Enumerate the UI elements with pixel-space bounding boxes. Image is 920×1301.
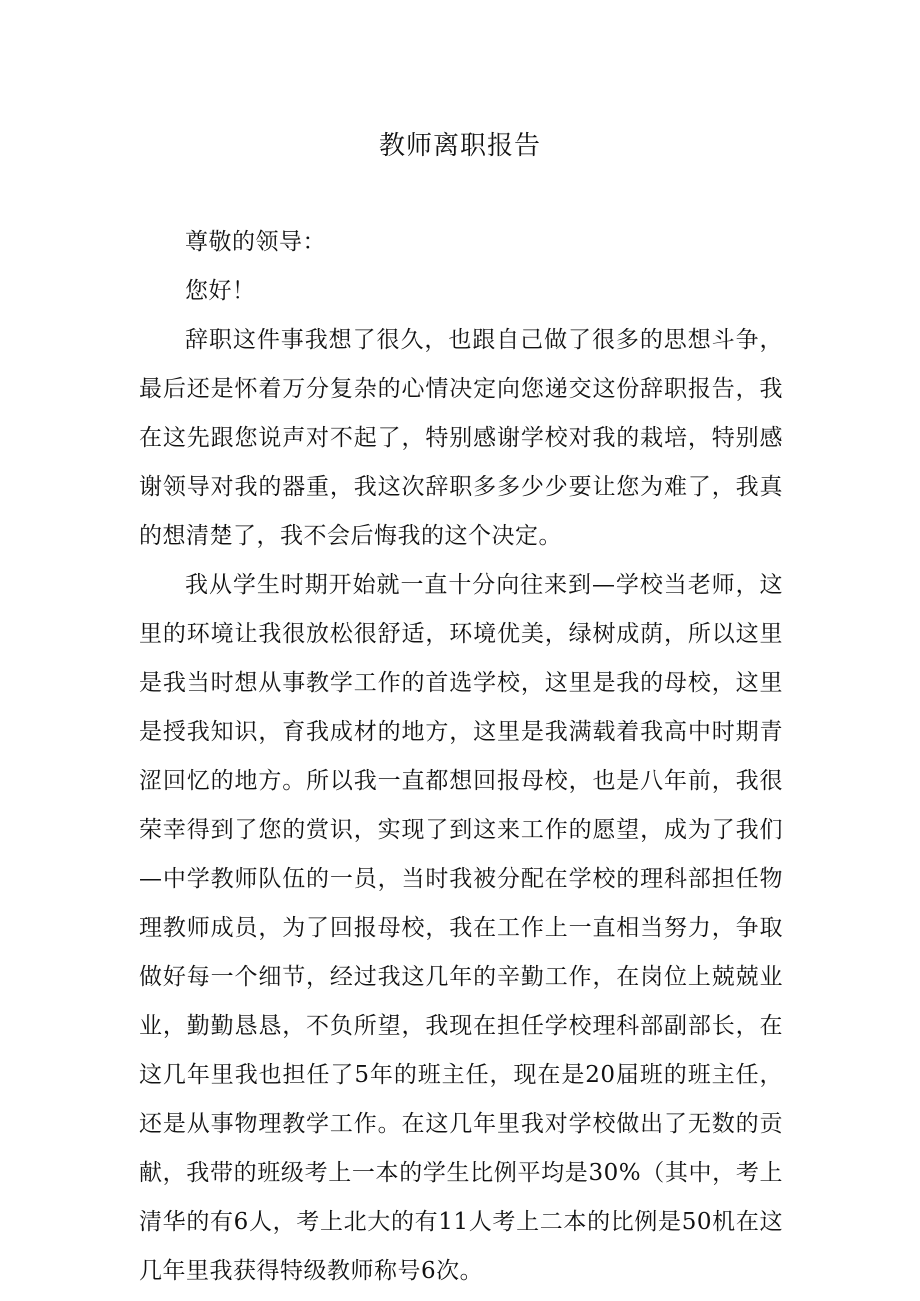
document-title: 教师离职报告 [378,131,541,161]
paragraph-resignation-decision: 辞职这件事我想了很久，也跟自己做了很多的思想斗争，最后还是怀着万分复杂的心情决定向您递交这份辞职报告，我在这先跟您说声对不起了，特别感谢学校对我的栽培，特别感谢领导对我的器重，我这次辞职多多少少要让您为难了，我真的想清楚了，我不会后悔我的这个决定。 [139,327,783,549]
document-body [139,218,783,1296]
salutation: 尊敬的领导： [185,229,326,255]
greeting: 您好！ [185,278,256,304]
paragraph-career-history: 我从学生时期开始就一直十分向往来到—学校当老师，这里的环境让我很放松很舒适，环境优美，绿树成荫，所以这里是我当时想从事教学工作的首选学校，这里是我的母校，这里是授我知识，育我成材的地方，这里是我满载着我高中时期青涩回忆的地方。所以我一直都想回报母校，也是八年前，我很荣幸得到了您的赏识，实现了到这来工作的愿望，成为了我们—中学教师队伍的一员，当时我被分配在学校的理科部担任物理教师成员，为了回报母校，我在工作上一直相当努力，争取做好每一个细节，经过我这几年的辛勤工作，在岗位上兢兢业业，勤勤恳恳，不负所望，我现在担任学校理科部副部长，在这几年里我也担任了5年的班主任，现在是20届班的班主任，还是从事物理教学工作。在这几年里我对学校做出了无数的贡献，我带的班级考上一本的学生比例平均是30%（其中，考上清华的有6人，考上北大的有11人考上二本的比例是50机在这几年里我获得特级教师称号6次。 [139,572,783,1284]
